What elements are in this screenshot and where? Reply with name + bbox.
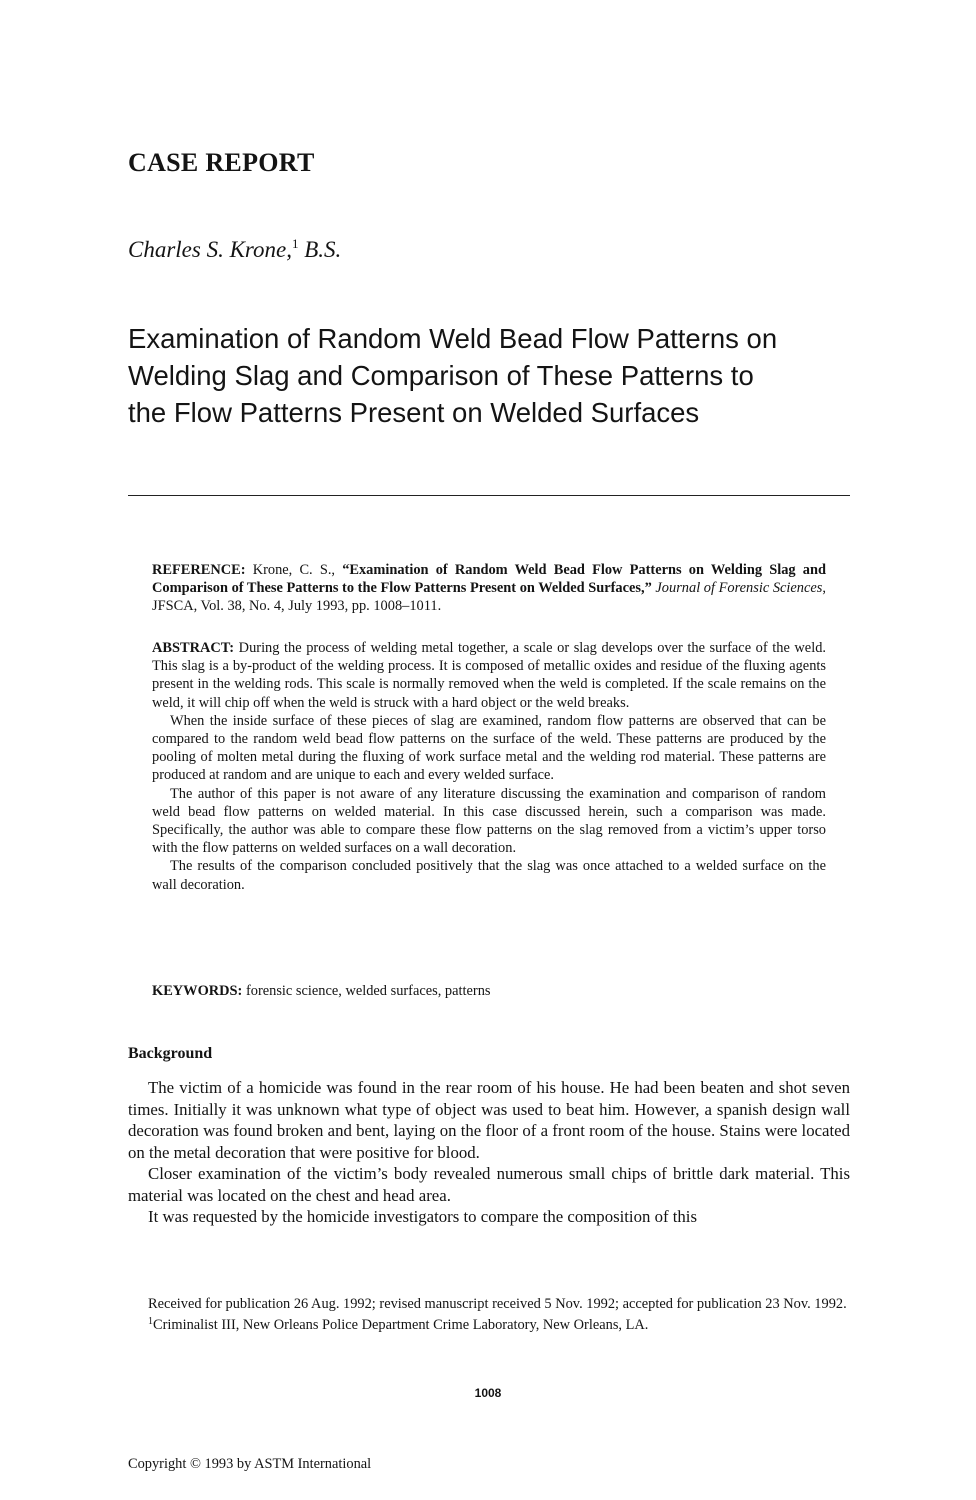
reference-label: REFERENCE: <box>152 562 246 578</box>
abstract-block <box>152 639 826 894</box>
title-line: the Flow Patterns Present on Welded Surfaces <box>128 397 700 428</box>
author-name: Charles S. Krone, <box>128 237 292 262</box>
footnote-received: Received for publication 26 Aug. 1992; revised manuscript received 5 Nov. 1992; accepted for publication 23 Nov. 1992. <box>148 1296 847 1312</box>
title-divider <box>128 495 850 496</box>
footnote-affiliation-text: Criminalist III, New Orleans Police Department Crime Laboratory, New Orleans, LA. <box>153 1317 649 1333</box>
author-line <box>128 236 341 263</box>
background-heading: Background <box>128 1045 213 1062</box>
author-degree: B.S. <box>304 237 342 262</box>
reference-journal: Journal of Forensic Sciences <box>655 580 823 597</box>
copyright-line: Copyright © 1993 by ASTM International <box>128 1456 372 1472</box>
body-paragraph: The victim of a homicide was found in the rear room of his house. He had been beaten and shot seven times. Initially it was unknown what type of object was used to beat him. However, a spanish design wall decoration was found broken and bent, laying on the floor of a front room of the house. Stains were located on the metal decoration that were positive for blood. <box>128 1078 850 1162</box>
footnote-marker: 1 <box>148 1316 153 1327</box>
abstract-paragraph: The results of the comparison concluded positively that the slag was once attached to a welded surface on the wall decoration. <box>152 858 826 893</box>
abstract-text: During the process of welding metal together, a scale or slag develops over the surface of the weld. This slag is a by-product of the welding process. It is composed of metallic oxides and residue of the fluxing agents present in the welding rods. This scale is normally removed when the weld is completed. If the scale remains on the weld, it will chip off when the weld is struck with a hard object or the weld breaks. <box>152 640 826 711</box>
abstract-paragraph: When the inside surface of these pieces of slag are examined, random flow patterns are observed that can be compared to the random weld bead flow patterns on the surface of the weld. These patterns are produced by the pooling of molten metal during the fluxing of work surface metal and the welding rod material. These patterns are produced at random and are unique to each and every welded surface. <box>152 712 826 784</box>
background-body <box>128 1077 850 1228</box>
author-footnote-marker: 1 <box>292 236 299 251</box>
reference-article-title: “Examination of Random Weld Bead Flow Patterns on Welding Slag and Comparison of These Patterns to the Flow Patterns Present on Welded Surfaces,” <box>152 562 826 597</box>
reference-block <box>152 561 826 616</box>
title-line: Welding Slag and Comparison of These Patterns to <box>128 360 754 391</box>
footnotes <box>128 1296 850 1334</box>
title-line: Examination of Random Weld Bead Flow Patterns on <box>128 323 778 354</box>
page-number: 1008 <box>474 1386 502 1400</box>
reference-author: Krone, C. S., <box>245 562 343 578</box>
reference-details: , JFSCA, Vol. 38, No. 4, July 1993, pp. 1008–1011. <box>152 580 826 615</box>
footnote-affiliation <box>128 1313 850 1334</box>
abstract-paragraph: The author of this paper is not aware of any literature discussing the examination and comparison of random weld bead flow patterns on welded material. In this case discussed herein, such a comparison was made. Specifically, the author was able to compare these flow patterns on the slag removed from a victim’s upper torso with the flow patterns on welded surfaces on a wall decoration. <box>152 785 826 857</box>
keywords-label: KEYWORDS: <box>152 983 243 999</box>
body-paragraph: Closer examination of the victim’s body revealed numerous small chips of brittle dark material. This material was located on the chest and head area. <box>128 1164 850 1205</box>
abstract-label: ABSTRACT: <box>152 640 235 656</box>
section-label: CASE REPORT <box>128 148 315 177</box>
keywords-block <box>152 982 826 1000</box>
keywords-text: forensic science, welded surfaces, patterns <box>242 983 491 999</box>
abstract-paragraph <box>152 639 826 712</box>
paper-title <box>128 320 848 431</box>
body-paragraph: It was requested by the homicide investigators to compare the composition of this <box>148 1207 697 1226</box>
